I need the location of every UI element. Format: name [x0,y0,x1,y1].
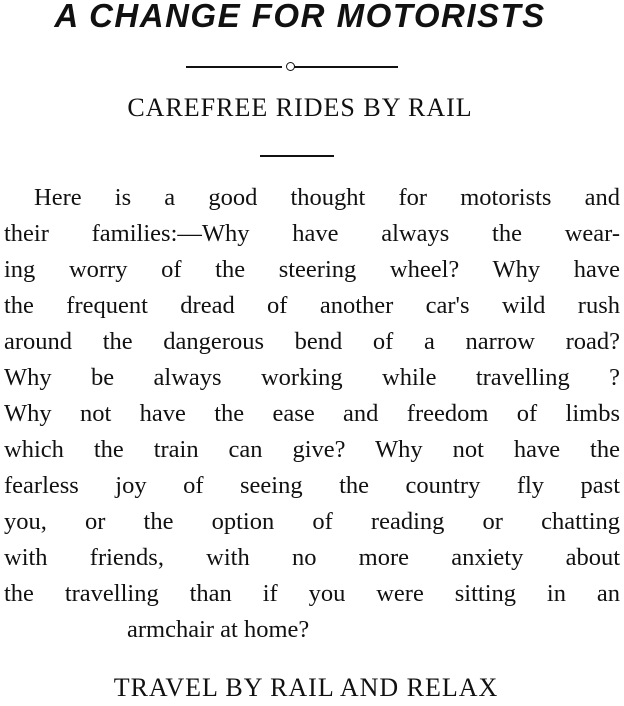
body-line: Why be always working while travelling ? [4,364,620,391]
body-line: around the dangerous bend of a narrow road? [4,328,620,355]
headline: A CHANGE FOR MOTORISTS [54,0,546,34]
ornament-line-right [294,66,398,68]
body-line: you, or the option of reading or chatting [4,508,620,535]
body-line: armchair at home? [127,616,310,643]
subheadline: CAREFREE RIDES BY RAIL [127,93,473,122]
ornament-rule [186,62,398,72]
closing-slogan: TRAVEL BY RAIL AND RELAX [113,673,499,702]
body-line: Why not have the ease and freedom of limbs [4,400,620,427]
body-line: their families:—Why have always the wear- [4,220,620,247]
section-divider [260,155,334,157]
body-line: the travelling than if you were sitting in an [4,580,620,607]
body-line: the frequent dread of another car's wild rush [4,292,620,319]
body-line: with friends, with no more anxiety about [4,544,620,571]
body-line: Here is a good thought for motorists and [34,184,620,211]
body-line: fearless joy of seeing the country fly past [4,472,620,499]
ornament-line-left [186,66,282,68]
body-line: which the train can give? Why not have the [4,436,620,463]
body-line: ing worry of the steering wheel? Why have [4,256,620,283]
